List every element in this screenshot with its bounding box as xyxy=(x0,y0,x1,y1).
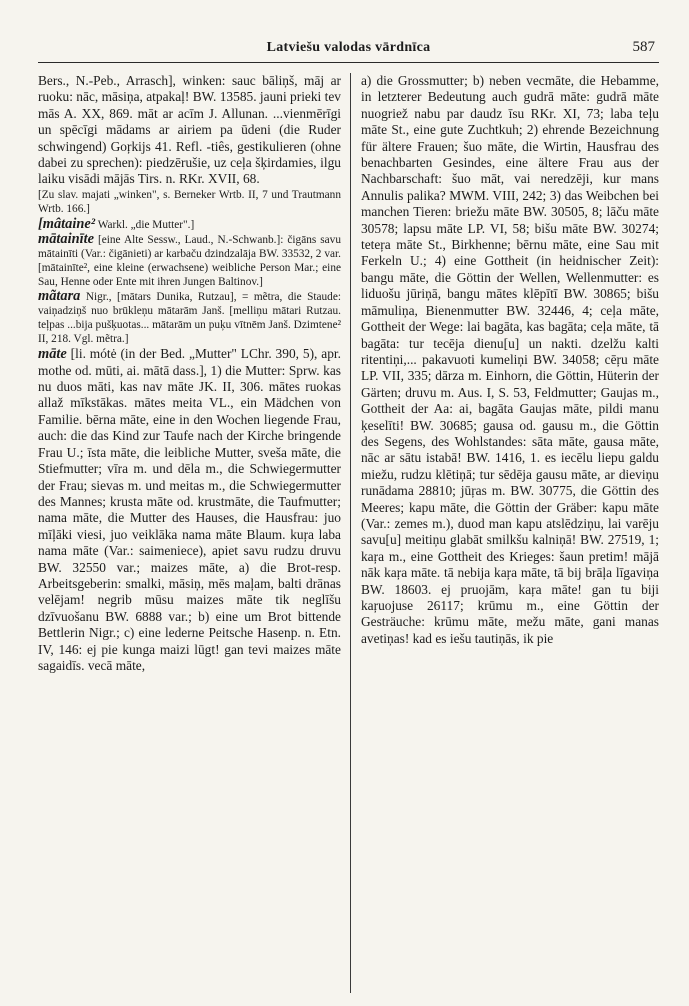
entry-mataine xyxy=(38,216,341,232)
entry-text: [eine Alte Sessw., Laud., N.-Schwanb.]: čigāns savu mātainīti (Var.: čigānieti) ar karbaču dzindzalāja BW. 33532, 2 var. [mātainīte², eine kleine (erwachsene) weibliche Person Mar.; eine Sau, Henne oder Ente mit ihren Jungen Baltinov.] xyxy=(38,234,341,289)
entry-mate-continued xyxy=(361,73,659,647)
entry-text: [li. mótė (in der Bed. „Mutter" LChr. 390, 5), apr. mothe od. mūti, ai. mātā dass.], 1) die Mutter: Sprw. kas nu duos māti, kas nav māte JK. II, 306. mātes ruokas allaž mīkstākas. mātes meita VL., ein Mädchen von Familie. bērna māte, eine in den Wochen liegende Frau, auch: die das Kind zur Taufe nach der Kirche bringende Frau U.; īsta māte, die leibliche Mutter, sveša māte, die Stiefmutter; vīra m. und dēla m., die Schwiegermutter der Frau; sievas m. und meitas m., die Schwiegermutter des Mannes; krusta māte od. krustmāte, die Taufmutter; nama māte, die Mutter des Hauses, die Hausfrau: juo mīļāki viesi, juo veiklāka nama māte Blaum. kuŗa laba nama māte (Var.: saimeniece), apiet savu rudzu druvu BW. 32550 var.; maizes māte, a) die Brot-resp. Arbeitsgeberin: smalki, māsiņ, mēs maļam, balti drānas velējam! negrib mūsu maizes māte tik neglīšu dzīvuošanu BW. 6888 var.; b) eine um Brot bittende Bettlerin Nigr.; c) eine lederne Peitsche Hasenp. n. Etn. IV, 146: ej pie kunga maizi lūgt! gan tevi maizes māte sagaidīs. vecā māte, xyxy=(38,346,341,673)
entry-text: a) die Grossmutter; b) neben vecmāte, die Hebamme, in letzterer Bedeutung auch gudrā māte: gudrā māte nuogriež nabu par daudz īsu RKr. XI, 73; laba teļu māte St., eine gute Zuchtkuh; 2) ehrende Bezeichnung für ältere Frauen; šuo māte, die Wirtin, Hausfrau des benachbarten Gesindes, eine ältere Frau aus der Nachbarschaft: šuo māt, vai neredzēji, kur mans Annulis palika? MWM. VIII, 242; 3) das Weibchen bei manchen Tieren: briežu māte BW. 30505, 8; lāču māte 30578; lapsu māte LP. VI, 58; bišu māte BW. 30274; teteŗa māte St., Birkhenne; bērnu māte, eine Sau mit Ferkeln U.; 4) eine Gottheit (in heidnischer Zeit): bangu māte, die Göttin der Wellen, Wellenmutter: es liduošu jūriņā, bangu mātes klēpītī BW. 30865; bišu māmuliņa, Bienenmutter BW. 32446, 4; ceļa māte, Gottheit der Wege: lai bagāta, kas bagāta; ceļa māte, tā bagāta: tur tecēja dienu[u] un nakti. dzelžu kalti ritentiņi,... pakavuoti kumeliņi BW. 34058; cēŗu māte LP. VII, 335; dārza m. Einhorn, die Göttin, Hüterin der Gärten; druvu m. Aus. I, S. 53, Feldmutter; Gaujas m., Gottheit der Aa: ai, bagāta Gaujas māte, pildi manu ķeselīti! BW. 30685; gausa od. gausu m., die Göttin des Segens, des Wohlstandes: sāta māte, gausa māte, nāc ar sātu istabā! BW. 1416, 1. es iecēlu liepu galdu miežu, rudzu klētiņā; tur sēdēja gausu māte, ar dieviņu runādama 28810; jūŗas m. BW. 30775, die Göttin des Meeres; kapu māte, die Göttin der Gräber: kapu māte (Var.: zemes m.), duod man kapu atslēdziņu, lai varēju savu[u] meitiņu glabāt smilkšu kalniņā! BW. 27519, 1; kaŗa m., eine Gottheit des Krieges: šaun pretim! mājā nāk kaŗa māte. tā nebija kaŗa māte, tā bij brāļa līgaviņa BW. 18603. ej pruojām, kaŗa māte! gan tu biji kaŗuojuse 26117; krūmu m., eine Göttin der Gesträuche: krūmu māte, mežu māte, gani manas avetiņas! kad es iešu tautiņās, ik pie xyxy=(360,73,659,646)
running-title: Latviešu valodas vārdnīca xyxy=(266,40,431,55)
entry-text: Nigr., [mātars Dunika, Rutzau], = mẽtra, die Staude: vaiņadziņš nuo brūkleņu mātarām Janš. [melliņu mātari Rutzau. teļpas ...bija pušķuotas... mātarām un puķu vītnēm Janš. Dzimtene² II, 218. Vgl. mẽtra.] xyxy=(38,291,341,346)
headword: mātainīte xyxy=(38,231,94,248)
right-column xyxy=(361,73,659,993)
headword: mãtara xyxy=(38,288,81,305)
entry-mate xyxy=(38,346,341,674)
etymology-note xyxy=(38,188,341,216)
entry-matainite xyxy=(38,232,341,289)
entry-text: Warkl. „die Mutter".] xyxy=(95,218,195,231)
entry-matara xyxy=(38,289,341,346)
page-number: 587 xyxy=(632,39,655,55)
headword: [mâtaine² xyxy=(38,215,96,232)
entry-text: [Zu slav. majati „winken", s. Berneker Wrtb. II, 7 und Trautmann Wrtb. 166.] xyxy=(38,188,341,215)
column-divider xyxy=(350,73,351,993)
left-column xyxy=(38,73,341,993)
entry-continuation xyxy=(38,73,341,188)
entry-text: Bers., N.-Peb., Arrasch], winken: sauc bāliņš, māj ar ruoku: nāc, māsiņa, atpakaļ! BW. 13585. jauni prieki tev mās A. XX, 869. māt ar acīm J. Allunan. ...vienmērīgi un spēcīgi mādams ar airiem pa ūdeni (die Ruder schwingend) Goŗkijs 41. Refl. -tiês, gestikulieren (ohne dabei zu sprechen): piedzērušie, uz ceļa šķirdamies, ilgu laiku visādi mājās Tirs. n. RKr. XVII, 68. xyxy=(38,73,341,187)
two-column-body xyxy=(38,73,659,993)
page-header xyxy=(38,38,659,63)
headword: māte xyxy=(38,346,67,363)
